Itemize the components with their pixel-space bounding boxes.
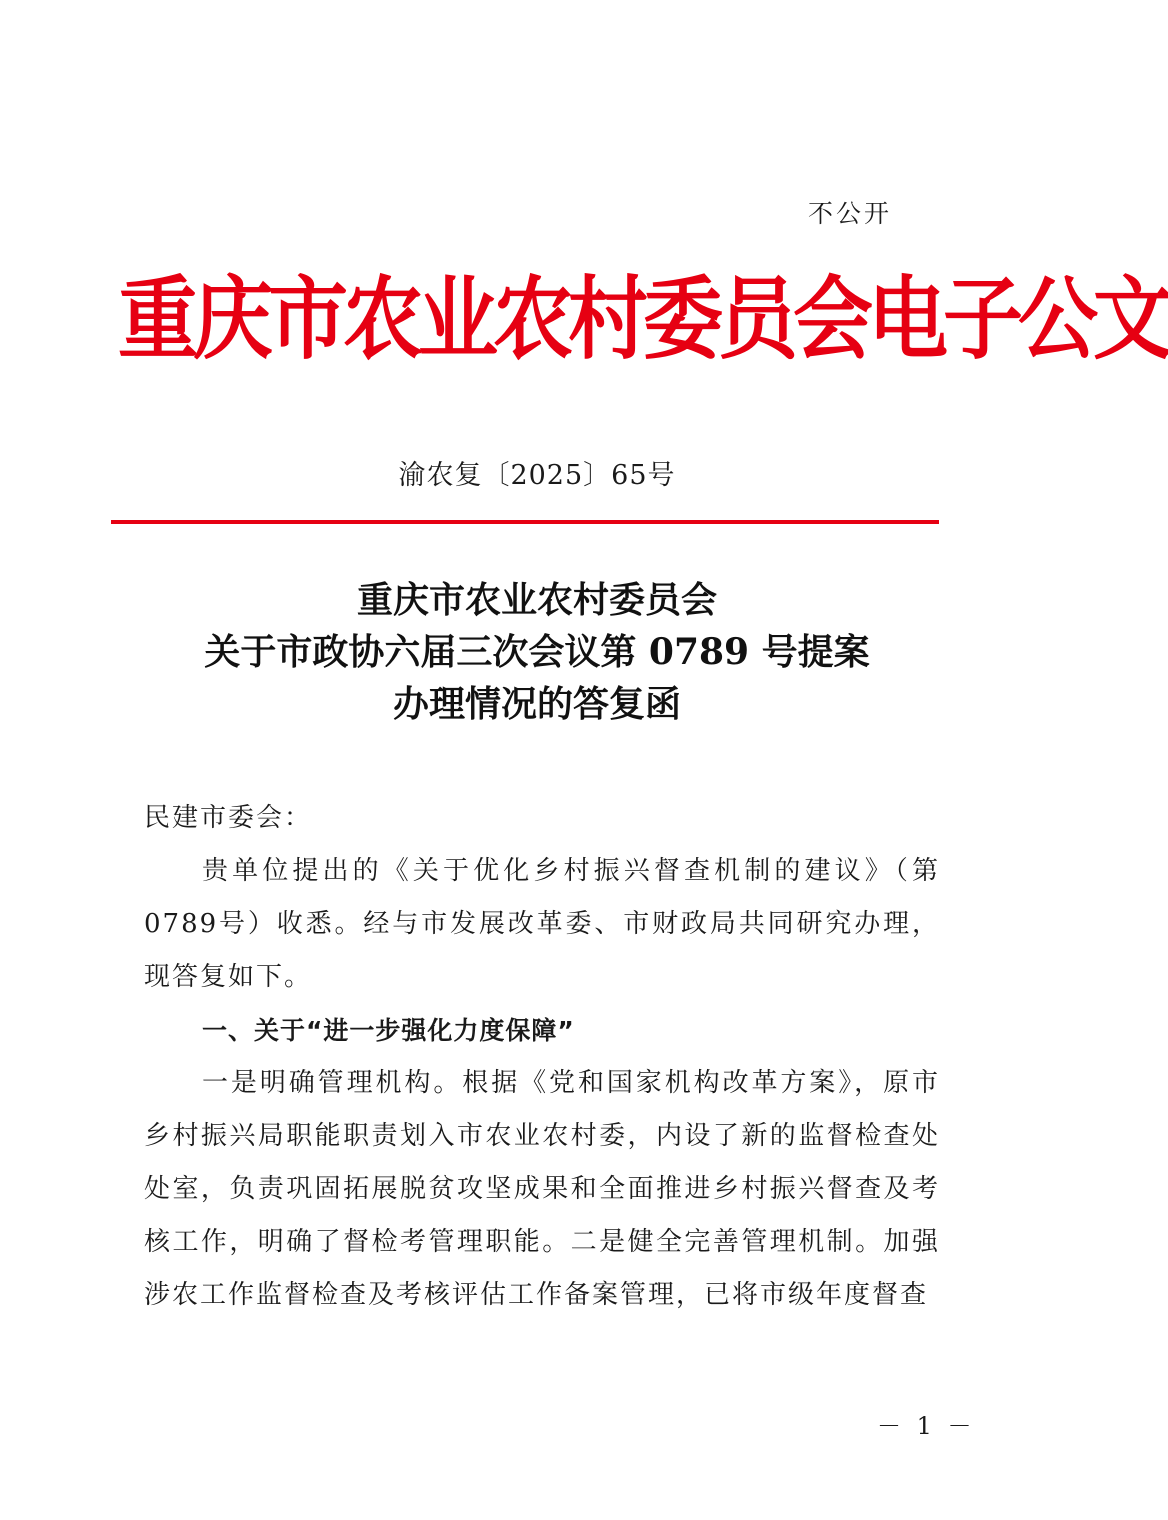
red-divider-rule — [111, 520, 939, 524]
salutation: 民建市委会： — [144, 803, 313, 833]
title-line-2: 关于市政协六届三次会议第 0789 号提案 — [204, 631, 870, 673]
document-number: 渝农复〔2025〕65号 — [398, 460, 676, 491]
document-title — [0, 574, 1074, 730]
document-body — [144, 792, 940, 1322]
classification-label: 不公开 — [808, 199, 893, 228]
masthead-title: 重庆市农业农村委员会电子公文 — [118, 267, 1168, 372]
section-heading-1: 一、关于“进一步强化力度保障” — [202, 1016, 575, 1045]
page-number: － 1 － — [877, 1412, 976, 1440]
section-1-paragraph: 一是明确管理机构。根据《党和国家机构改革方案》，原市乡村振兴局职能职责划入市农业农村委，内设了新的监督检查处处室，负责巩固拓展脱贫攻坚成果和全面推进乡村振兴督查及考核工作，明确了督检考管理职能。二是健全完善管理机制。加强涉农工作监督检查及考核评估工作备案管理，已将市级年度督查 — [144, 1068, 940, 1310]
intro-paragraph: 贵单位提出的《关于优化乡村振兴督查机制的建议》（第0789号）收悉。经与市发展改革委、市财政局共同研究办理，现答复如下。 — [144, 856, 940, 992]
title-line-1: 重庆市农业农村委员会 — [356, 579, 717, 621]
title-line-3: 办理情况的答复函 — [392, 683, 681, 725]
